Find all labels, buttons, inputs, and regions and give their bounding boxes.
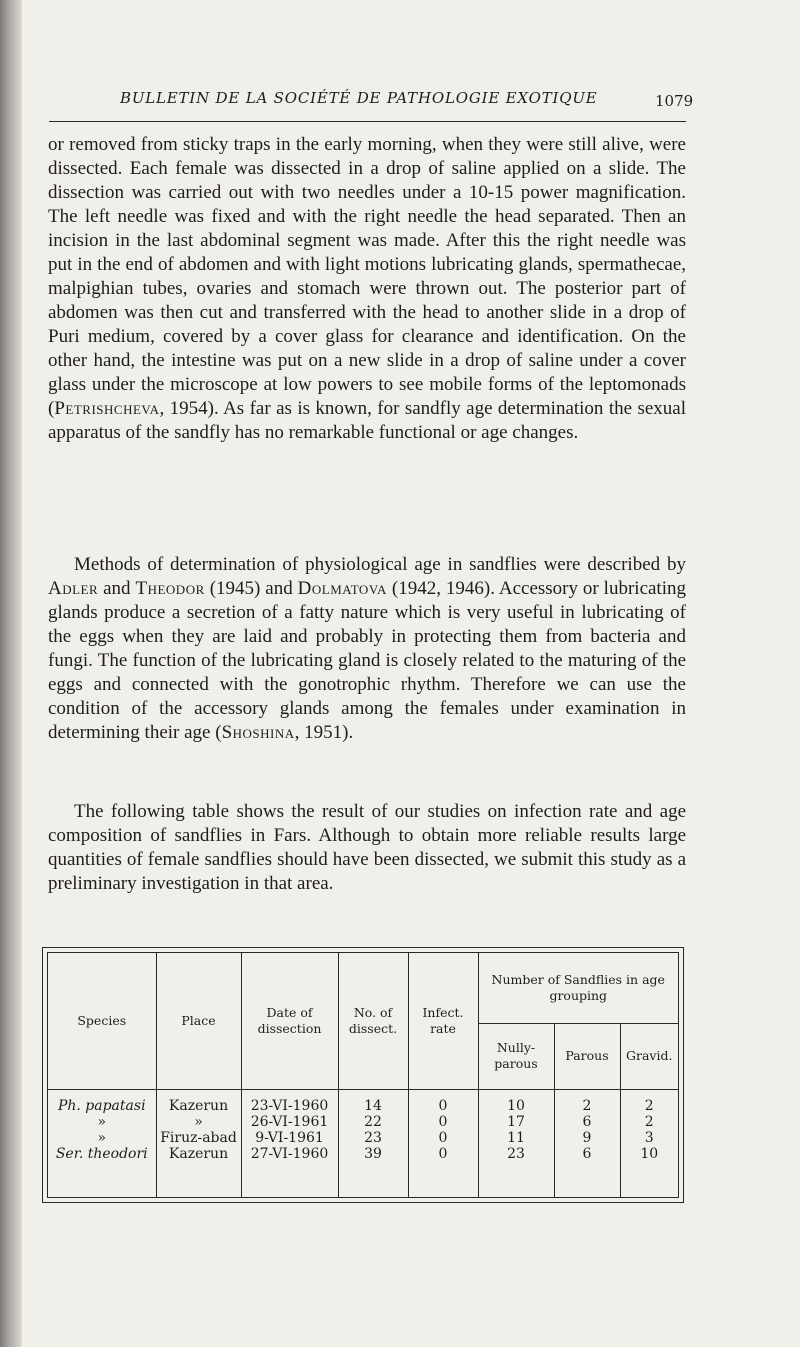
paragraph-age-methods: Methods of determination of physiological age in sandflies were described by Adler and Theodor (1945) and Dolmatova (1942, 1946). Accessory or lubricating glands produce a secretion of a fatty nature which is very useful in lubricating of the eggs when they are laid and probably in protecting them from bacteria and fungi. The function of the lubricating gland is closely related to the maturing of the eggs and connected with the gonotrophic rhythm. Therefore we can use the condition of the accessory glands among the females under examination in determining their age (Shoshina, 1951). — [48, 554, 686, 743]
cell-gravid: 10 — [640, 1145, 659, 1162]
author-citation: Dolmatova — [297, 578, 387, 599]
cell-nullyparous: 17 — [507, 1113, 525, 1130]
cell-parous: 2 — [582, 1097, 592, 1114]
cell-nullyparous: 10 — [507, 1097, 525, 1114]
header-place: Place — [156, 953, 241, 1089]
cell-date: 23-VI-1960 — [250, 1097, 329, 1114]
header-parous: Parous — [554, 1023, 620, 1089]
cell-nullyparous: 11 — [507, 1129, 525, 1146]
header-age-grouping: Number of Sandflies in age grouping — [478, 953, 678, 1023]
cell-parous: 9 — [582, 1129, 592, 1146]
header-rule — [49, 121, 686, 122]
cell-place: Firuz-abad — [160, 1129, 237, 1146]
cell-dissect: 39 — [364, 1145, 382, 1162]
author-citation: Theodor — [135, 578, 205, 599]
header-date: Date of dissection — [241, 953, 338, 1089]
results-table — [48, 953, 678, 1197]
cell-place: » — [194, 1113, 203, 1130]
page-number: 1079 — [655, 92, 694, 110]
cell-place: Kazerun — [168, 1097, 229, 1114]
paragraph-table-intro: The following table shows the result of our studies on infection rate and age composition of sandflies in Fars. Although to obtain more reliable results large quantities of female sandflies should have been dissected, we submit this study as a preliminary investigation in that area. — [48, 801, 686, 894]
cell-parous: 6 — [582, 1113, 592, 1130]
author-citation: Shoshina — [221, 722, 295, 743]
header-gravid: Gravid. — [620, 1023, 678, 1089]
cell-dissect: 22 — [364, 1113, 382, 1130]
cell-infect: 0 — [438, 1097, 448, 1114]
cell-dissect: 14 — [364, 1097, 382, 1114]
cell-species: Ph. papatasi — [57, 1097, 146, 1114]
cell-date: 9-VI-1961 — [255, 1129, 324, 1146]
cell-gravid: 2 — [644, 1113, 654, 1130]
cell-place: Kazerun — [168, 1145, 229, 1162]
cell-parous: 6 — [582, 1145, 592, 1162]
cell-nullyparous: 23 — [507, 1145, 525, 1162]
cell-species: » — [97, 1113, 107, 1130]
author-citation: Adler — [48, 578, 99, 599]
cell-infect: 0 — [438, 1129, 448, 1146]
running-header: BULLETIN DE LA SOCIÉTÉ DE PATHOLOGIE EXOTIQUE — [120, 89, 598, 107]
cell-dissect: 23 — [364, 1129, 382, 1146]
cell-species: » — [97, 1129, 107, 1146]
page-binding-shadow — [0, 0, 22, 1347]
header-nullyparous: Nully- parous — [478, 1023, 554, 1089]
results-table-frame — [42, 947, 684, 1203]
cell-gravid: 3 — [644, 1129, 654, 1146]
header-species: Species — [48, 953, 156, 1089]
cell-infect: 0 — [438, 1113, 448, 1130]
header-infect-rate: Infect. rate — [408, 953, 478, 1089]
cell-date: 26-VI-1961 — [250, 1113, 329, 1130]
cell-gravid: 2 — [644, 1097, 654, 1114]
cell-species: Ser. theodori — [55, 1145, 148, 1162]
table-body — [48, 1089, 678, 1197]
cell-infect: 0 — [438, 1145, 448, 1162]
cell-date: 27-VI-1960 — [250, 1145, 329, 1162]
author-citation: Petrishcheva — [54, 398, 160, 419]
header-dissect: No. of dissect. — [338, 953, 408, 1089]
paragraph-dissection-method: or removed from sticky traps in the early morning, when they were still alive, were dissected. Each female was dissected in a drop of saline applied on a slide. The dissection was carried out with two needles under a 10-15 power magnification. The left needle was fixed and with the right needle the head separated. Then an incision in the last abdominal segment was made. After this the right needle was put in the end of abdomen and with light motions lubricating glands, spermathecae, malpighian tubes, ovaries and stomach were thrown out. The posterior part of abdomen was then cut and transferred with the head to another slide in a drop of Puri medium, covered by a cover glass for clearance and identification. On the other hand, the intestine was put on a new slide in a drop of saline under a cover glass under the microscope at low powers to see mobile forms of the leptomonads (Petrishcheva, 1954). As far as is known, for sandfly age determination the sexual apparatus of the sandfly has no remarkable functional or age changes. — [48, 134, 686, 443]
